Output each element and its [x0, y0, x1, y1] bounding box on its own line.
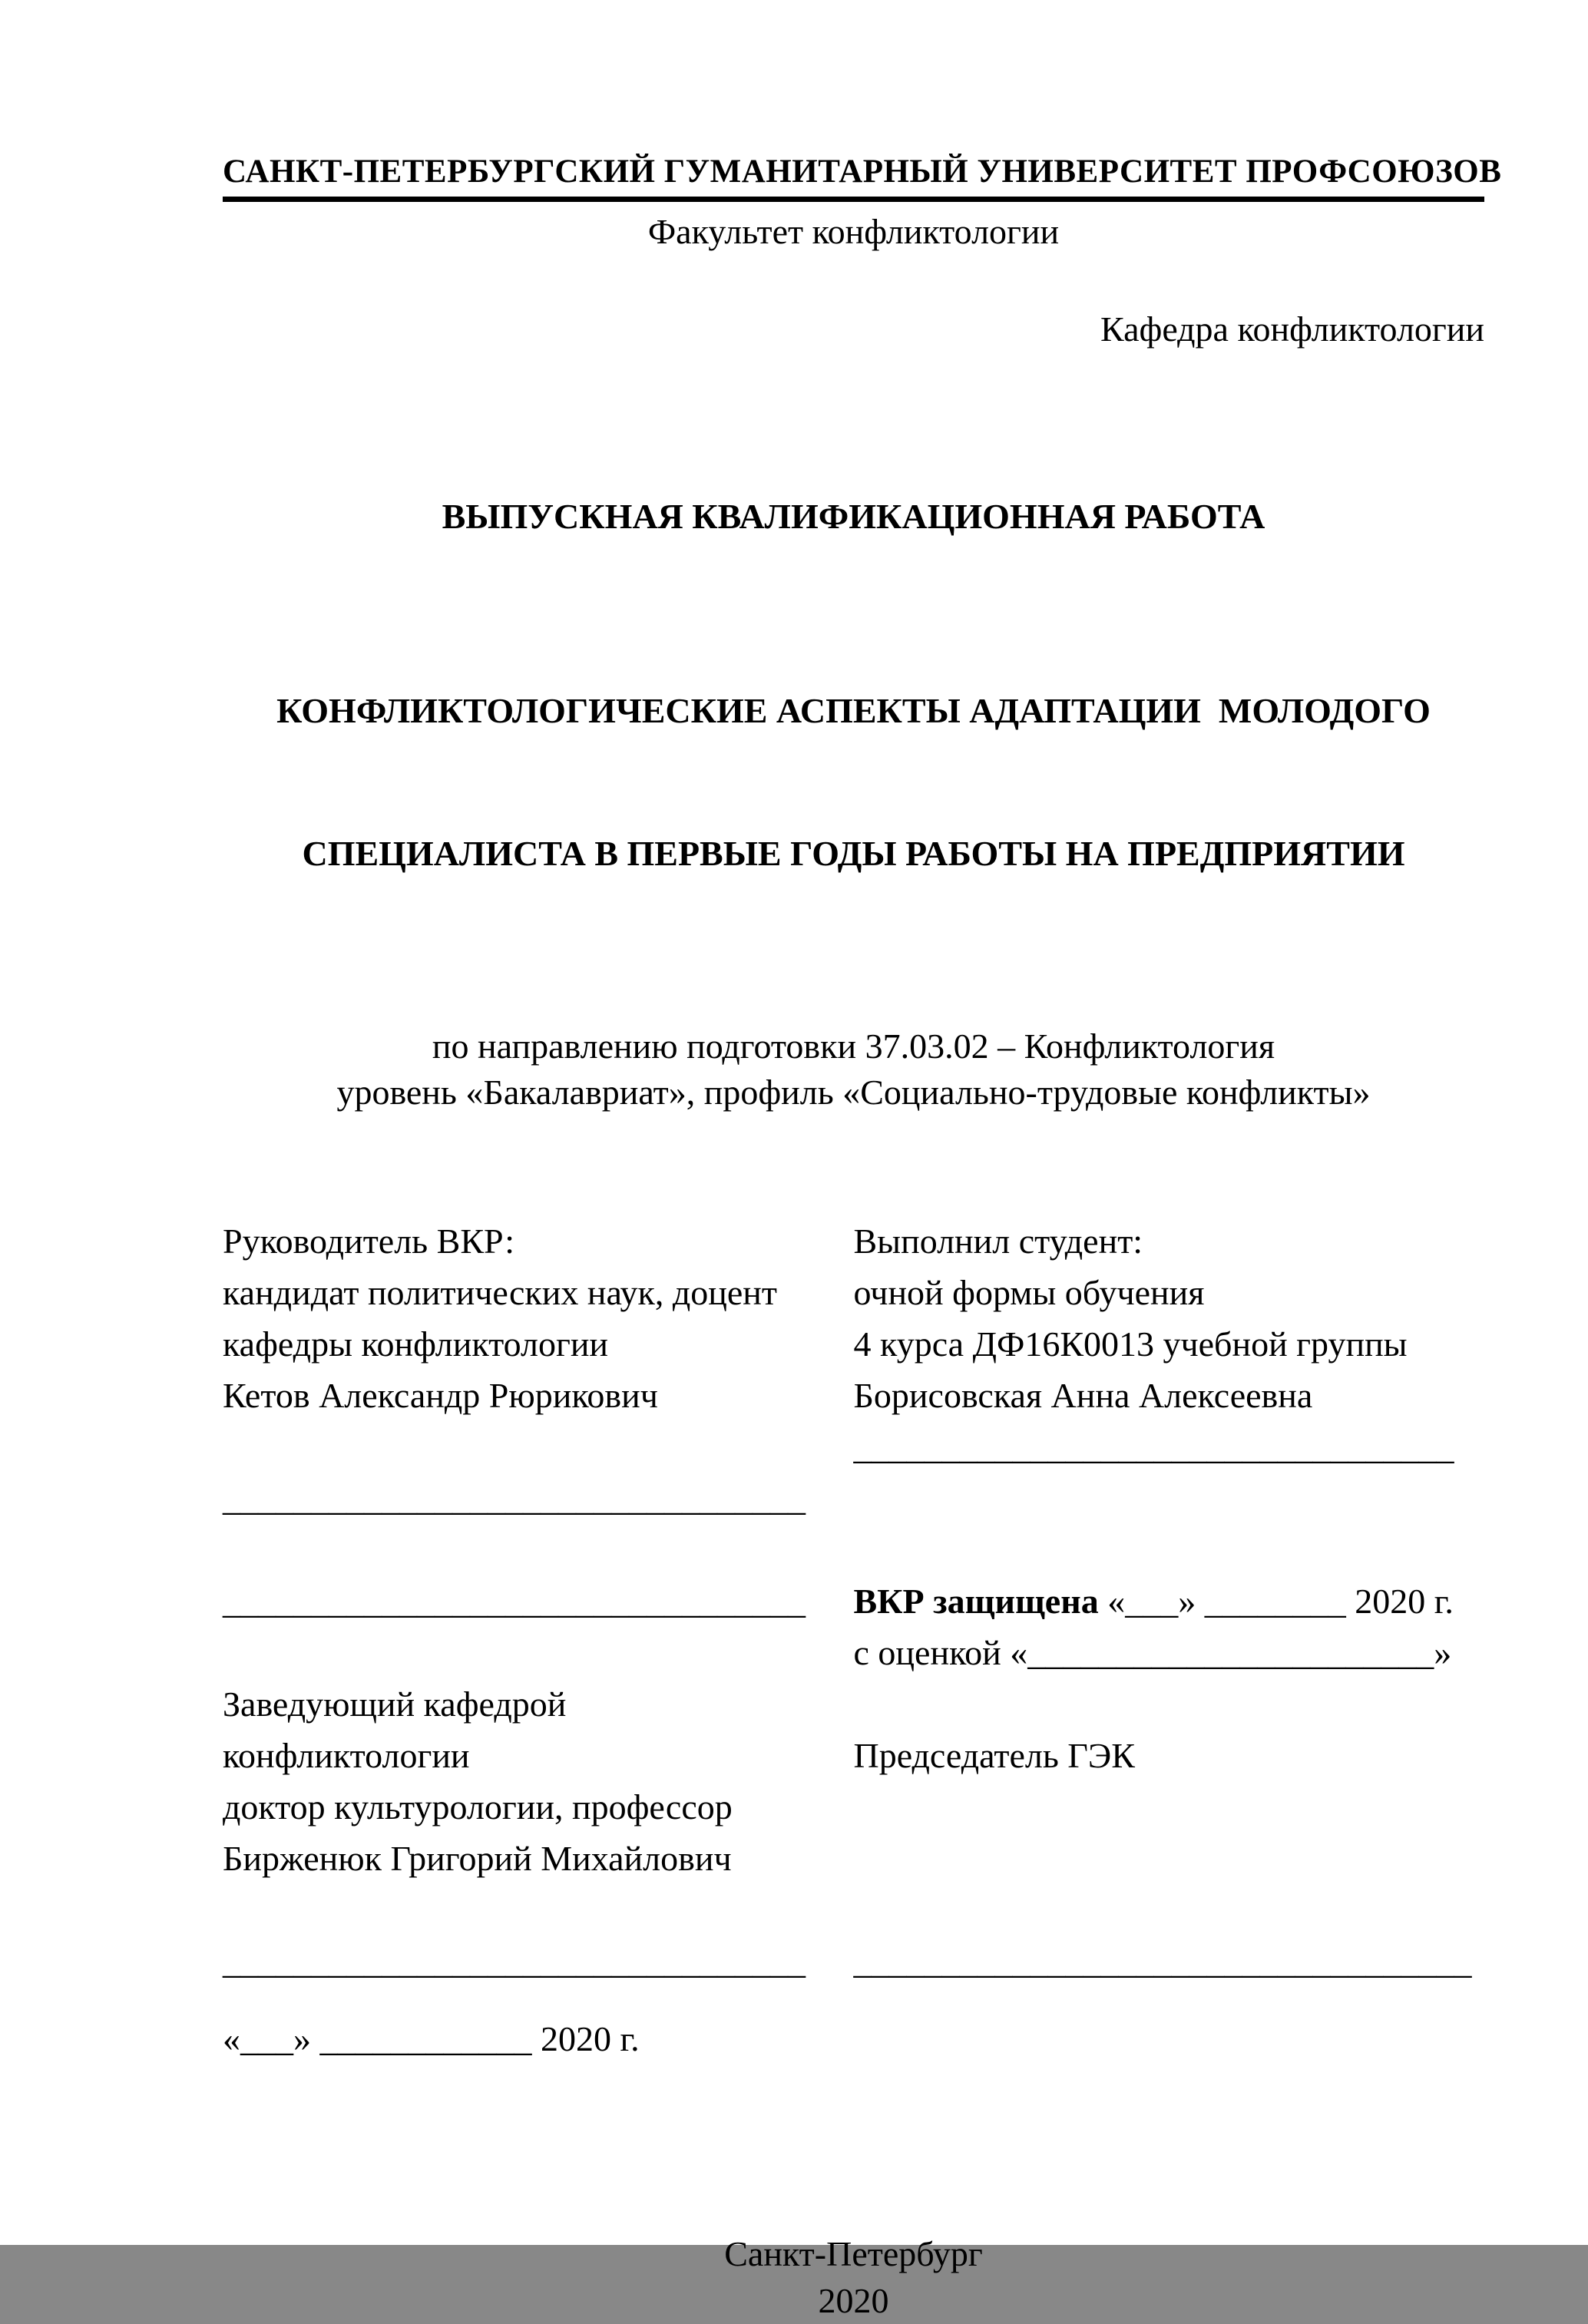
blank-line: [854, 1884, 1485, 1936]
right-column: [854, 1215, 1485, 2064]
thesis-title-line-1: КОНФЛИКТОЛОГИЧЕСКИЕ АСПЕКТЫ АДАПТАЦИИ МОЛОДОГО: [276, 690, 1431, 730]
supervisor-name: Кетов Александр Рюрикович: [223, 1375, 658, 1415]
work-type-heading: ВЫПУСКНАЯ КВАЛИФИКАЦИОННАЯ РАБОТА: [442, 496, 1265, 536]
blank-line: [223, 1421, 854, 1473]
blank-line: [223, 1524, 854, 1575]
program-line: по направлению подготовки 37.03.02 – Конфликтология: [432, 1026, 1275, 1066]
head-signature-line: _________________________________: [223, 1941, 806, 1981]
blank-line: [854, 1781, 1485, 1833]
blank-line: [854, 1524, 1485, 1575]
head-date-line: «___» ____________ 2020 г.: [223, 2018, 640, 2058]
blank-line: [854, 1473, 1485, 1524]
student-role-label: Выполнил студент:: [853, 1221, 1143, 1261]
blank-line: [854, 1833, 1485, 1884]
faculty-name: Факультет конфликтологии: [647, 211, 1060, 251]
defense-grade-line: с оценкой «_______________________»: [853, 1632, 1452, 1672]
university-name: САНКТ-ПЕТЕРБУРГСКИЙ ГУМАНИТАРНЫЙ УНИВЕРСИТЕТ ПРОФСОЮЗОВ: [223, 154, 1502, 190]
blank-line: [223, 1884, 854, 1936]
blank-line: [854, 2013, 1485, 2064]
chairman-signature-line: ___________________________________: [853, 1941, 1472, 1981]
student-signature-line: __________________________________: [853, 1426, 1454, 1466]
footer-city: Санкт-Петербург: [724, 2233, 983, 2273]
blank-line: [854, 1678, 1485, 1730]
department-name: Кафедра конфликтологии: [1100, 309, 1484, 349]
student-group: 4 курса ДФ16К0013 учебной группы: [853, 1324, 1408, 1364]
student-study-form: очной формы обучения: [853, 1272, 1205, 1312]
thesis-title-line-2: СПЕЦИАЛИСТА В ПЕРВЫЕ ГОДЫ РАБОТЫ НА ПРЕДПРИЯТИИ: [302, 833, 1405, 873]
blank-line: [223, 1987, 854, 2013]
defense-defended-label: ВКР защищена: [853, 1581, 1108, 1621]
defense-status-line: [854, 1575, 1485, 1627]
thesis-title: [223, 592, 1484, 973]
head-degree: доктор культурологии, профессор: [223, 1787, 733, 1826]
supervisor-signature-line-2: _________________________________: [223, 1581, 806, 1621]
level-profile-line: уровень «Бакалавриат», профиль «Социально-трудовые конфликты»: [336, 1072, 1371, 1112]
blank-line: [223, 1627, 854, 1678]
footer-block: [223, 2230, 1484, 2324]
supervisor-degree: кандидат политических наук, доцент: [223, 1272, 778, 1312]
blank-line: [854, 1987, 1485, 2013]
chairman-label: Председатель ГЭК: [853, 1735, 1135, 1775]
program-block: [223, 1023, 1484, 1116]
head-name: Бирженюк Григорий Михайлович: [223, 1838, 732, 1878]
header-divider: [223, 197, 1484, 202]
defense-defended-date: «___» ________ 2020 г.: [1107, 1581, 1454, 1621]
supervisor-signature-line: _________________________________: [223, 1478, 806, 1518]
head-position-line-2: конфликтологии: [223, 1735, 470, 1775]
supervisor-department: кафедры конфликтологии: [223, 1324, 609, 1364]
footer-year: 2020: [818, 2280, 889, 2320]
head-position-line-1: Заведующий кафедрой: [223, 1684, 567, 1724]
supervisor-role-label: Руководитель ВКР:: [223, 1221, 515, 1261]
signature-columns: [223, 1215, 1484, 2064]
left-column: [223, 1215, 854, 2064]
student-name: Борисовская Анна Алексеевна: [853, 1375, 1313, 1415]
